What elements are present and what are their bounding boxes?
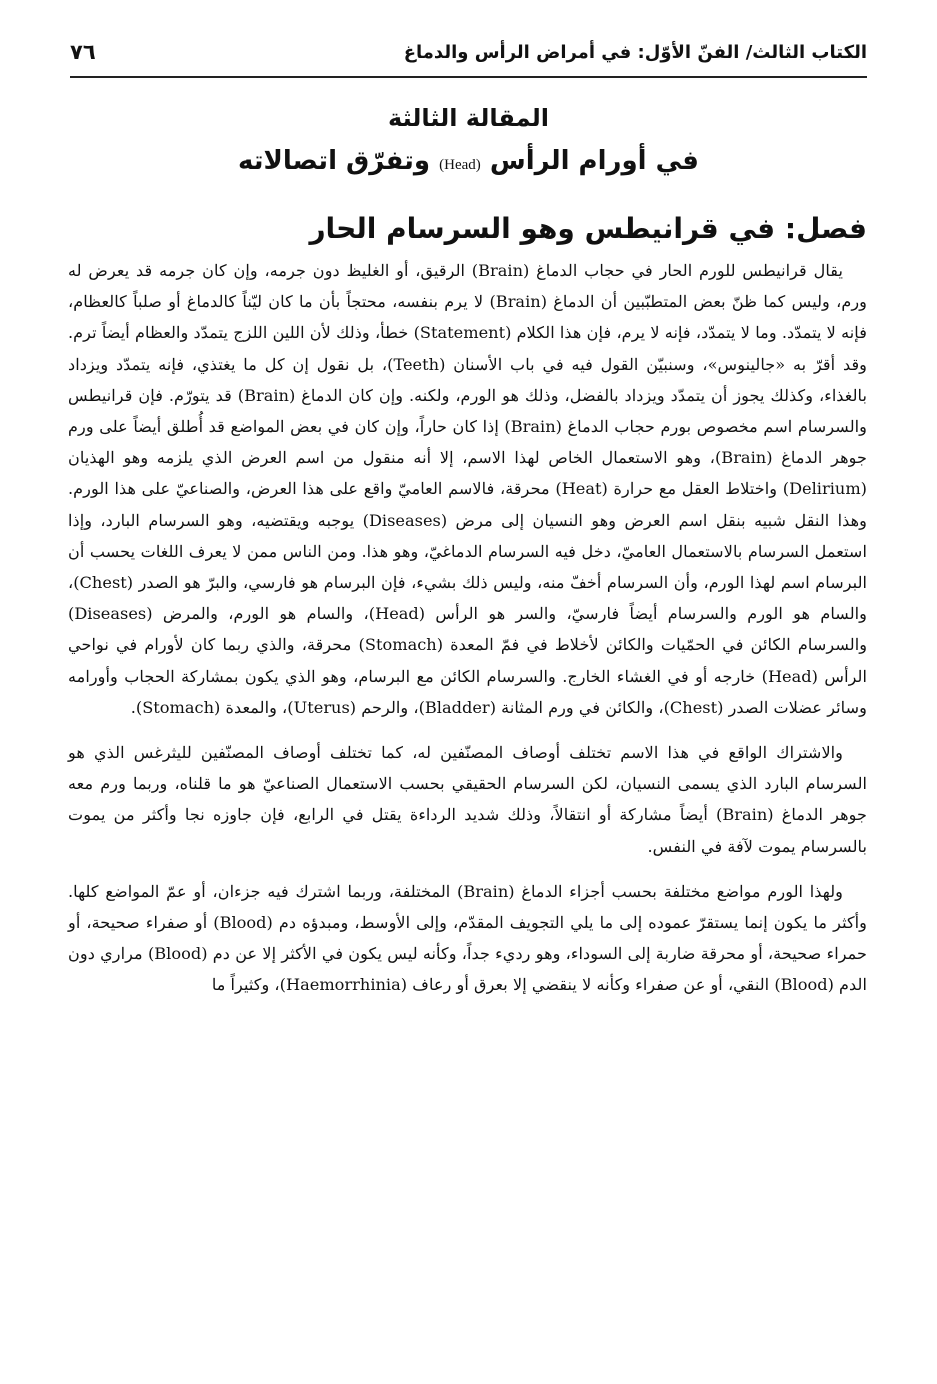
treatise-title-suffix: وتفرّق اتصالاته	[238, 146, 431, 176]
running-title: الكتاب الثالث/ الفنّ الأوّل: في أمراض الرأس والدماغ	[403, 41, 867, 63]
treatise-number: المقالة الثالثة	[388, 104, 549, 132]
paragraph: يقال قرانيطس للورم الحار في حجاب الدماغ (Brain) الرقيق، أو الغليظ دون جرمه، وإن كان جرمه قد يعرض له ورم، وليس كما ظنّ بعض المتطبّبين أن الدماغ (Brain) لا يرم بنفسه، محتجاً بأن ما كان ليّناً كالدماغ أو صلباً كالعظام، فإنه لا يتمدّد. وما لا يتمدّد، فإنه لا يرم، فإن هذا الكلام (Statement) خطأ، وذلك لأن اللين اللزج يتمدّد والعظام أيضاً ترم. وقد أقرّ به «جالينوس»، وسنبيّن القول فيه في باب الأسنان (Teeth)، بل نقول إن كل ما يغتذي، فإنه يتمدّد ويزداد بالغذاء، وكذلك يجوز أن يتمدّد ويزداد بالفضل، وذلك هو الورم، ولكنه. وإن كان الدماغ (Brain) قد يتورّم. فإن قرانيطس والسرسام اسم مخصوص بورم حجاب الدماغ (Brain) إذا كان حاراً، وإن كان في بعض المواضع قد أُطلق أيضاً على ورم جوهر الدماغ (Brain)، وهو الاستعمال الخاص لهذا الاسم، إلا أنه منقول من اسم العرض الذي يلزمه وهو الهذيان (Delirium) واختلاط العقل مع حرارة (Heat) محرقة، فالاسم العاميّ واقع على هذا العرض، والصناعيّ على هذا الورم. وهذا النقل شبيه بنقل اسم العرض وهو النسيان إلى مرض (Diseases) يوجبه ويقتضيه، وهو السرسام البارد، وإذا استعمل السرسام بالاستعمال العاميّ، دخل فيه السرسام الدماغيّ، وهو هذا. ومن الناس ممن لا يعرف اللغات يحسب أن البرسام اسم لهذا الورم، وأن السرسام أخفّ منه، وليس ذلك بشيء، فإن البرسام هو فارسي، والبرّ هو الصدر (Chest)، والسام هو الورم والسرسام أيضاً فارسيّ، والسر هو الرأس (Head)، والسام هو الورم، والمرض (Diseases) والسرسام الكائن في الحمّيات والكائن لأخلاط في فمّ المعدة (Stomach) محرقة، والذي ربما كان لأورام في نواحي الرأس (Head) خارجه أو في الغشاء الخارج. والسرسام الكائن مع البرسام، وهو الذي يكون بمشاركة الحجاب وأورامه وسائر عضلات الصدر (Chest)، والكائن في ورم المثانة (Bladder)، والرحم (Uterus)، والمعدة (Stomach).	[68, 261, 868, 717]
chapter-heading: فصل: في قرانيطس وهو السرسام الحار	[309, 212, 867, 245]
treatise-title	[70, 138, 867, 188]
paragraph: والاشتراك الواقع في هذا الاسم تختلف أوصاف المصنّفين له، كما تختلف أوصاف المصنّفين لليثرغس الذي هو السرسام البارد الذي يسمى النسيان، لكن السرسام الحقيقي بحسب الاستعمال الصناعيّ هو ما قلناه، وربما ورم معه جوهر الدماغ (Brain) أيضاً مشاركة أو انتقالاً، وذلك شديد الرداءة يقتل في الرابع، فإن جاوزه نجا وأكثر من يموت بالسرسام يموت لآفة في النفس.	[68, 743, 868, 856]
treatise-title-latin: (Head)	[439, 157, 481, 173]
running-header	[70, 28, 867, 78]
treatise-heading	[70, 98, 867, 188]
body-text	[68, 255, 867, 1015]
page-number: ٧٦	[70, 40, 96, 64]
treatise-title-prefix: في أورام الرأس	[489, 146, 699, 176]
paragraph: ولهذا الورم مواضع مختلفة بحسب أجزاء الدماغ (Brain) المختلفة، وربما اشترك فيه جزءان، أو عمّ المواضع كلها. وأكثر ما يكون إنما يستقرّ عموده إلى ما يلي التجويف المقدّم، وإلى الأوسط، ومبدؤه دم (Blood) أو صفراء صحيحة، أو حمراء صحيحة، أو محرقة ضاربة إلى السوداء، وهو رديء جداً، وكأنه ليس يكون في الأكثر إلا عن دم (Blood) مراري دون الدم (Blood) النقي، أو عن صفراء وكأنه لا ينقضي إلا بعرق أو رعاف (Haemorrhinia)، وكثيراً ما	[68, 881, 867, 995]
